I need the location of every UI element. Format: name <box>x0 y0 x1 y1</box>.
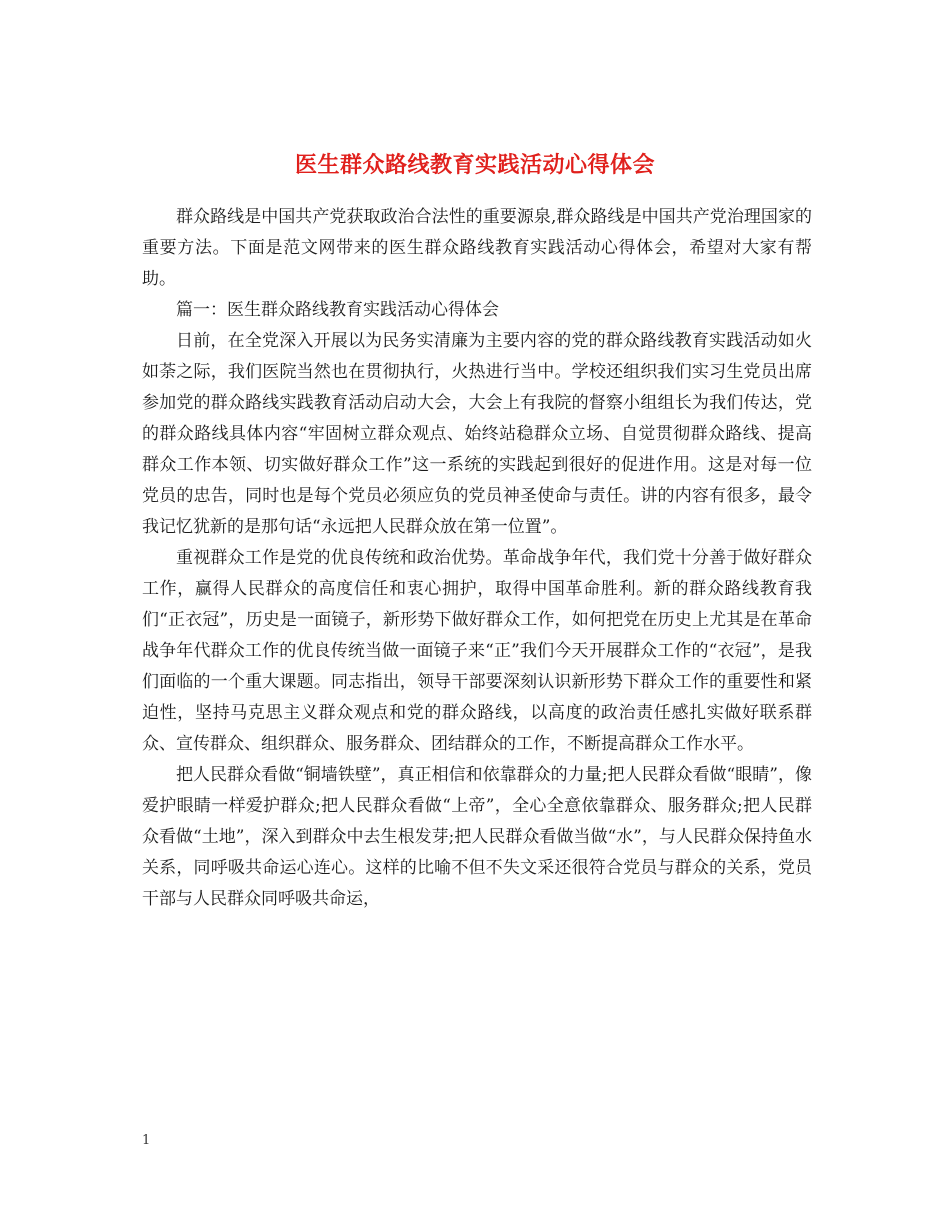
paragraph-intro: 群众路线是中国共产党获取政治合法性的重要源泉,群众路线是中国共产党治理国家的重要方法。下面是范文网带来的医生群众路线教育实践活动心得体会，希望对大家有帮助。 <box>142 207 812 289</box>
page-number: 1 <box>142 1133 151 1148</box>
paragraph-section-heading: 篇一：医生群众路线教育实践活动心得体会 <box>176 300 499 320</box>
paragraph-1: 日前，在全党深入开展以为民务实清廉为主要内容的党的群众路线教育实践活动如火如荼之际，我们医院当然也在贯彻执行，火热进行当中。学校还组织我们实习生党员出席参加党的群众路线实践教育活动启动大会，大会上有我院的督察小组组长为我们传达，党的群众路线具体内容“牢固树立群众观点、始终站稳群众立场、自觉贯彻群众路线、提高群众工作本领、切实做好群众工作”这一系统的实践起到很好的促进作用。这是对每一位党员的忠告，同时也是每个党员必须应负的党员神圣使命与责任。讲的内容有很多，最令我记忆犹新的是那句话“永远把人民群众放在第一位置”。 <box>142 331 812 537</box>
paragraph-3: 把人民群众看做“铜墙铁壁”，真正相信和依靠群众的力量;把人民群众看做“眼睛”，像爱护眼睛一样爱护群众;把人民群众看做“上帝”，全心全意依靠群众、服务群众;把人民群众看做“土地”，深入到群众中去生根发芽;把人民群众看做当做“水”，与人民群众保持鱼水关系，同呼吸共命运心连心。这样的比喻不但不失文采还很符合党员与群众的关系，党员干部与人民群众同呼吸共命运， <box>142 765 812 909</box>
document-title: 医生群众路线教育实践活动心得体会 <box>294 151 655 178</box>
document-body <box>142 202 812 915</box>
paragraph-2: 重视群众工作是党的优良传统和政治优势。革命战争年代，我们党十分善于做好群众工作，赢得人民群众的高度信任和衷心拥护，取得中国革命胜利。新的群众路线教育我们“正衣冠”，历史是一面镜子，新形势下做好群众工作，如何把党在历史上尤其是在革命战争年代群众工作的优良传统当做一面镜子来“正”我们今天开展群众工作的“衣冠”，是我们面临的一个重大课题。同志指出，领导干部要深刻认识新形势下群众工作的重要性和紧迫性，坚持马克思主义群众观点和党的群众路线，以高度的政治责任感扎实做好联系群众、宣传群众、组织群众、服务群众、团结群众的工作，不断提高群众工作水平。 <box>142 548 812 754</box>
